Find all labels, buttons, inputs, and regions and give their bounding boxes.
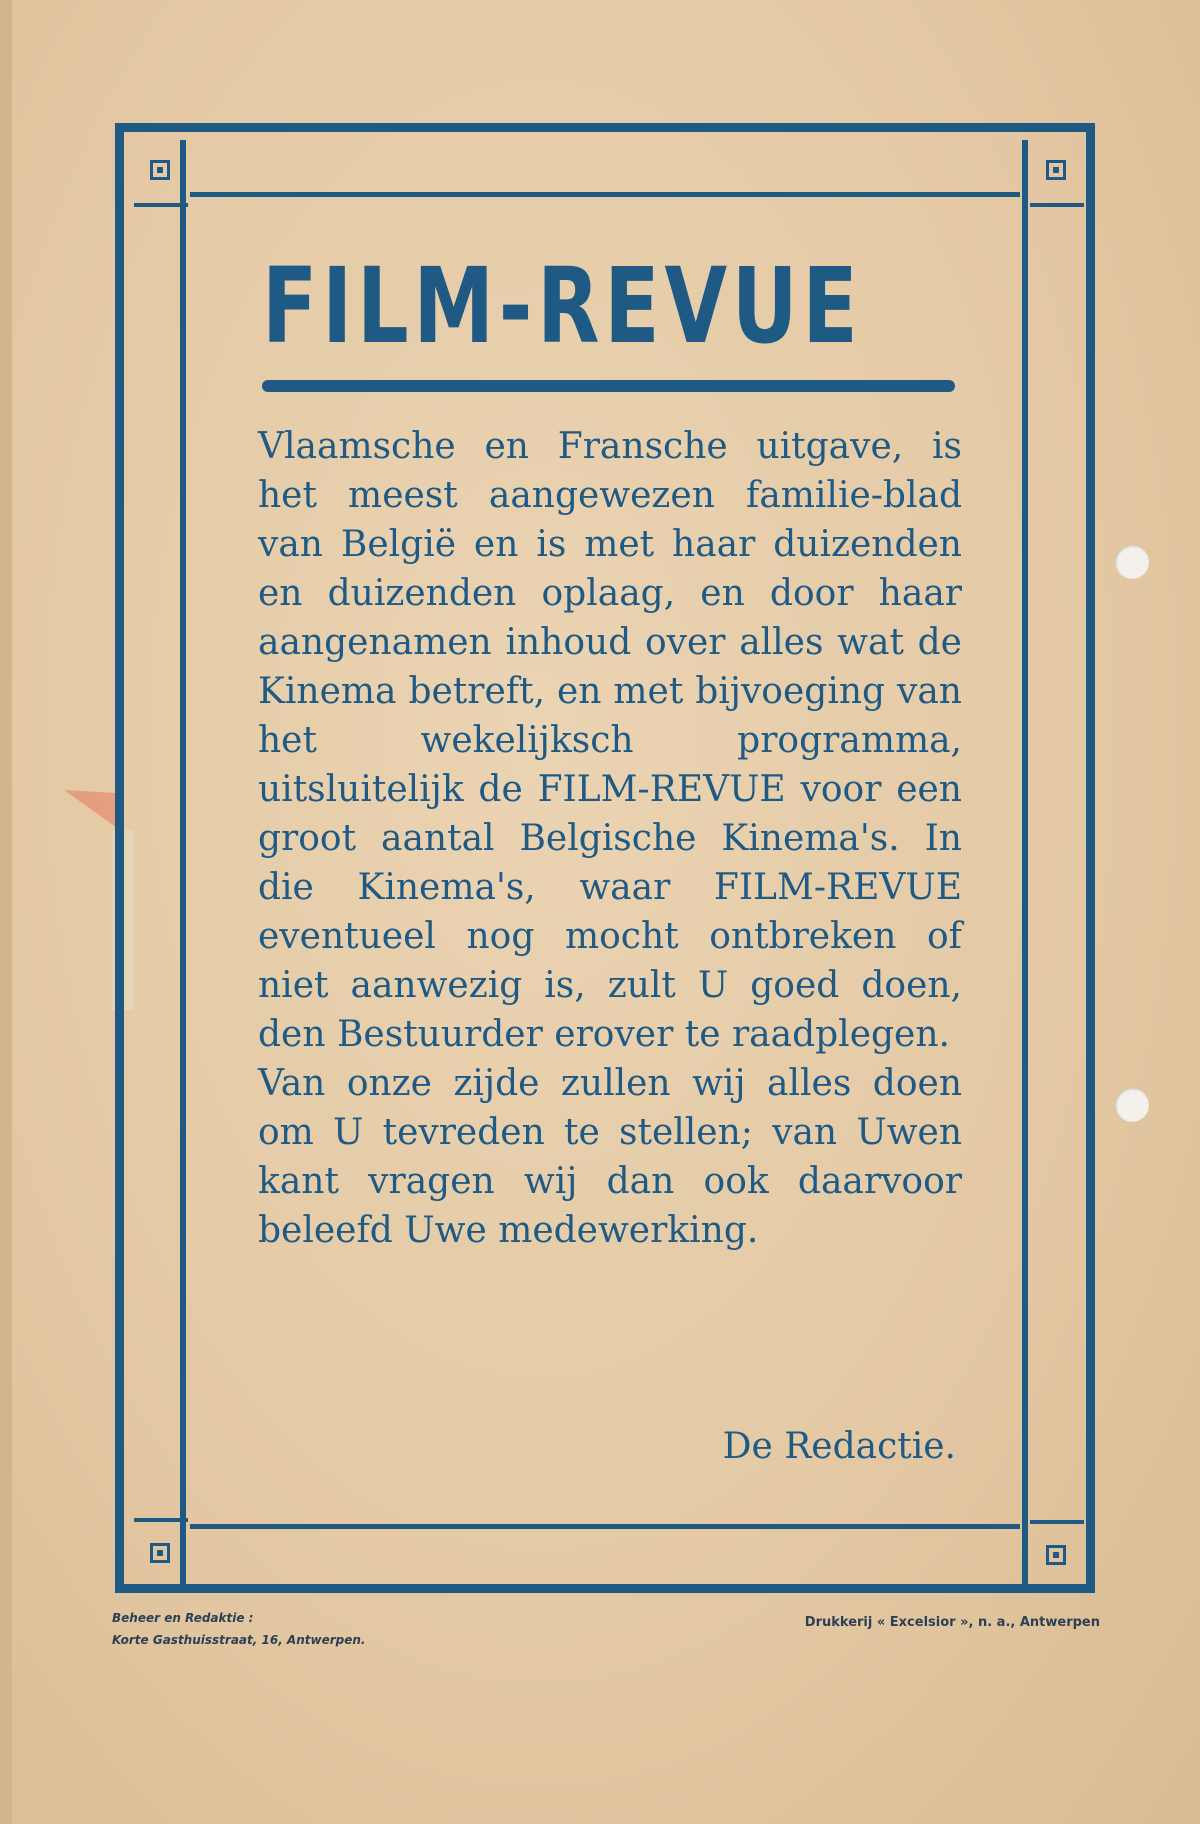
corner-bar-bottom-left [134, 1518, 188, 1522]
corner-bar-top-right [1030, 203, 1084, 207]
frame-inner-right-line [1022, 140, 1028, 1590]
corner-bar-top-left [134, 203, 188, 207]
corner-ornament-top-right [1046, 160, 1066, 180]
publisher-address-line-2: Korte Gasthuisstraat, 16, Antwerpen. [112, 1633, 366, 1647]
paper-left-edge [0, 0, 12, 1824]
corner-ornament-top-left [150, 160, 170, 180]
corner-bar-bottom-right [1030, 1520, 1084, 1524]
corner-ornament-bottom-right [1046, 1545, 1066, 1565]
body-paragraph-2: Van onze zijde zullen wij alles doen om U tevreden te stellen; van Uwen kant vragen wij dan ook daarvoor beleefd Uwe medewerking. [258, 1063, 962, 1251]
frame-inner-top-line [190, 192, 1020, 197]
publisher-address-line-1: Beheer en Redaktie : [112, 1611, 254, 1625]
signature: De Redactie. [722, 1426, 956, 1467]
title-underline [262, 380, 955, 392]
publisher-address [112, 1607, 532, 1651]
printer-credit: Drukkerij « Excelsior », n. a., Antwerpen [804, 1615, 1100, 1630]
page-title: FILM-REVUE [262, 245, 863, 367]
punch-hole-top [1115, 545, 1149, 579]
punch-hole-bottom [1115, 1088, 1149, 1122]
frame-inner-bottom-line [190, 1524, 1020, 1529]
corner-ornament-bottom-left [150, 1543, 170, 1563]
frame-inner-left-line [180, 140, 186, 1590]
article-body [258, 422, 962, 1255]
body-paragraph-1: Vlaamsche en Fransche uitgave, is het meest aangewezen familie-blad van België en is met haar duizenden en duizenden oplaag, en door haar aangenamen inhoud over alles wat de Kinema betreft, en met bijvoeging van het wekelijksch programma, uitsluitelijk de FILM-REVUE voor een groot aantal Belgische Kinema's. In die Kinema's, waar FILM-REVUE eventueel nog mocht ontbreken of niet aanwezig is, zult U goed doen, den Bestuurder erover te raadplegen. [258, 426, 962, 1055]
